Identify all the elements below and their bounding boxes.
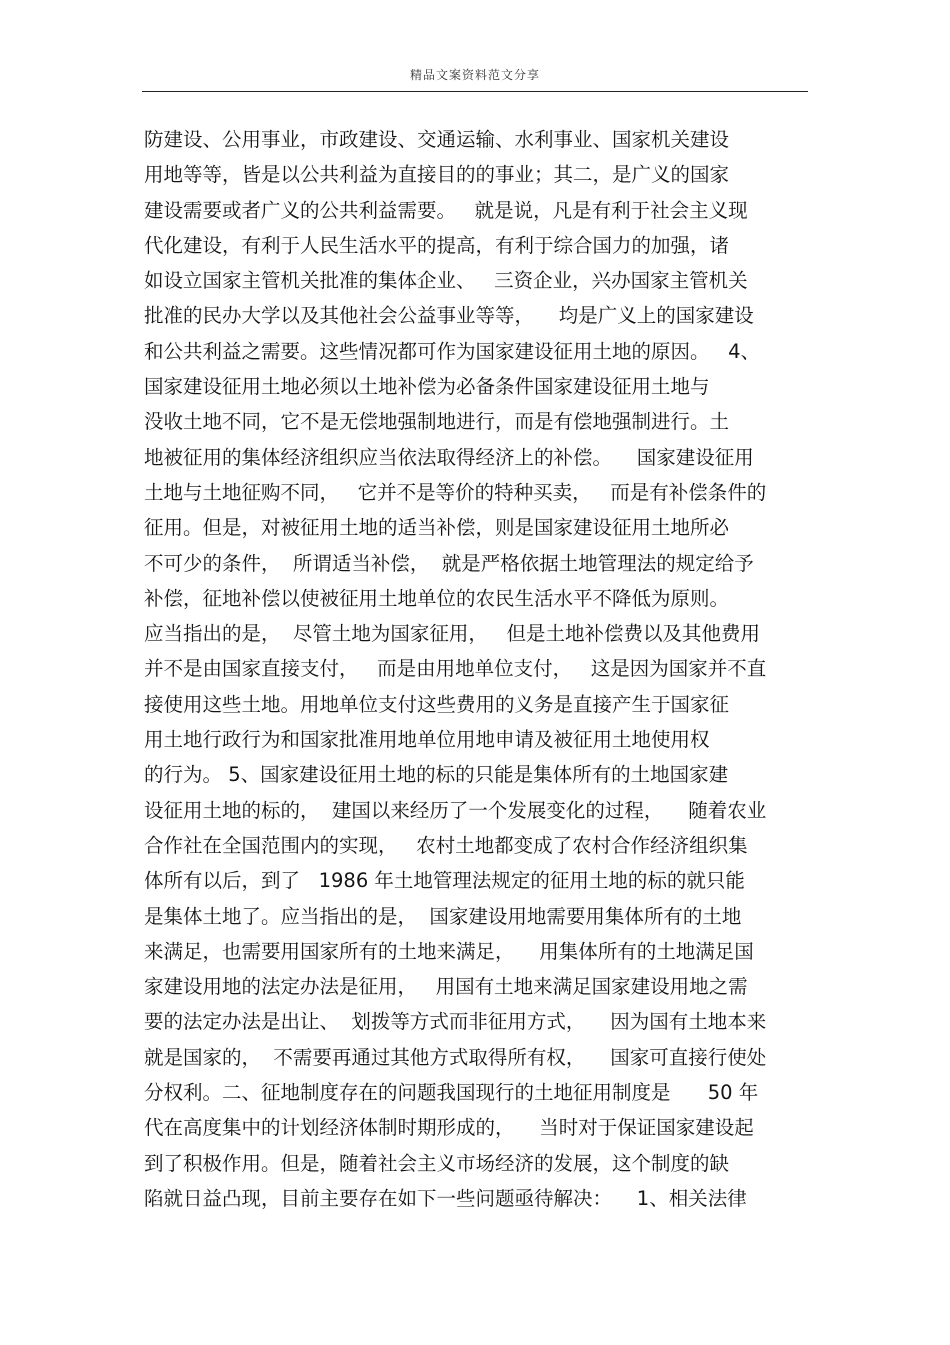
text-line: 体所有以后，到了 1986 年土地管理法规定的征用土地的标的就只能: [144, 869, 745, 893]
text-line: 来满足，也需要用国家所有的土地来满足， 用集体所有的土地满足国: [144, 939, 754, 963]
header-divider: [142, 91, 808, 92]
text-line: 不可少的条件， 所谓适当补偿， 就是严格依据土地管理法的规定给予: [144, 551, 754, 575]
text-line: 代化建设，有利于人民生活水平的提高，有利于综合国力的加强，诸: [144, 233, 730, 257]
text-line: 要的法定办法是出让、 划拨等方式而非征用方式， 因为国有土地本来: [144, 1010, 767, 1034]
text-line: 分权利。二、征地制度存在的问题我国现行的土地征用制度是 50 年: [144, 1081, 759, 1105]
text-line: 国家建设征用土地必须以土地补偿为必备条件国家建设征用土地与: [144, 375, 710, 399]
text-line: 陷就日益凸现，目前主要存在如下一些问题亟待解决： 1、相关法律: [144, 1186, 747, 1210]
text-line: 设征用土地的标的， 建国以来经历了一个发展变化的过程， 随着农业: [144, 798, 767, 822]
text-line: 土地与土地征购不同， 它并不是等价的特种买卖， 而是有补偿条件的: [144, 480, 767, 504]
text-line: 接使用这些土地。用地单位支付这些费用的义务是直接产生于国家征: [144, 692, 730, 716]
text-line: 应当指出的是， 尽管土地为国家征用， 但是土地补偿费以及其他费用: [144, 622, 760, 646]
text-line: 和公共利益之需要。这些情况都可作为国家建设征用土地的原因。 4、: [144, 339, 761, 363]
text-line: 没收土地不同，它不是无偿地强制地进行，而是有偿地强制进行。土: [144, 410, 730, 434]
text-line: 建设需要或者广义的公共利益需要。 就是说，凡是有利于社会主义现: [144, 198, 748, 222]
text-line: 用地等等，皆是以公共利益为直接目的的事业；其二，是广义的国家: [144, 163, 730, 187]
text-line: 补偿，征地补偿以使被征用土地单位的农民生活水平不降低为原则。: [144, 586, 730, 610]
text-line: 地被征用的集体经济组织应当依法取得经济上的补偿。 国家建设征用: [144, 445, 754, 469]
text-line: 是集体土地了。应当指出的是， 国家建设用地需要用集体所有的土地: [144, 904, 742, 928]
text-line: 如设立国家主管机关批准的集体企业、 三资企业，兴办国家主管机关: [144, 269, 748, 293]
text-line: 家建设用地的法定办法是征用， 用国有土地来满足国家建设用地之需: [144, 975, 748, 999]
text-line: 代在高度集中的计划经济体制时期形成的， 当时对于保证国家建设起: [144, 1116, 754, 1140]
text-line: 的行为。 5、国家建设征用土地的标的只能是集体所有的土地国家建: [144, 763, 729, 787]
text-line: 就是国家的， 不需要再通过其他方式取得所有权， 国家可直接行使处: [144, 1045, 767, 1069]
text-line: 用土地行政行为和国家批准用地单位用地申请及被征用土地使用权: [144, 728, 710, 752]
text-line: 防建设、公用事业，市政建设、交通运输、水利事业、国家机关建设: [144, 128, 730, 151]
text-line: 并不是由国家直接支付， 而是由用地单位支付， 这是因为国家并不直: [144, 657, 767, 681]
page-header: 精品文案资料范文分享: [409, 68, 540, 82]
text-line: 合作社在全国范围内的实现， 农村土地都变成了农村合作经济组织集: [144, 833, 748, 857]
text-line: 征用。但是，对被征用土地的适当补偿，则是国家建设征用土地所必: [144, 516, 730, 540]
text-line: 批准的民办大学以及其他社会公益事业等等， 均是广义上的国家建设: [144, 304, 754, 328]
text-line: 到了积极作用。但是，随着社会主义市场经济的发展，这个制度的缺: [144, 1151, 730, 1175]
body-text: [144, 122, 804, 1216]
